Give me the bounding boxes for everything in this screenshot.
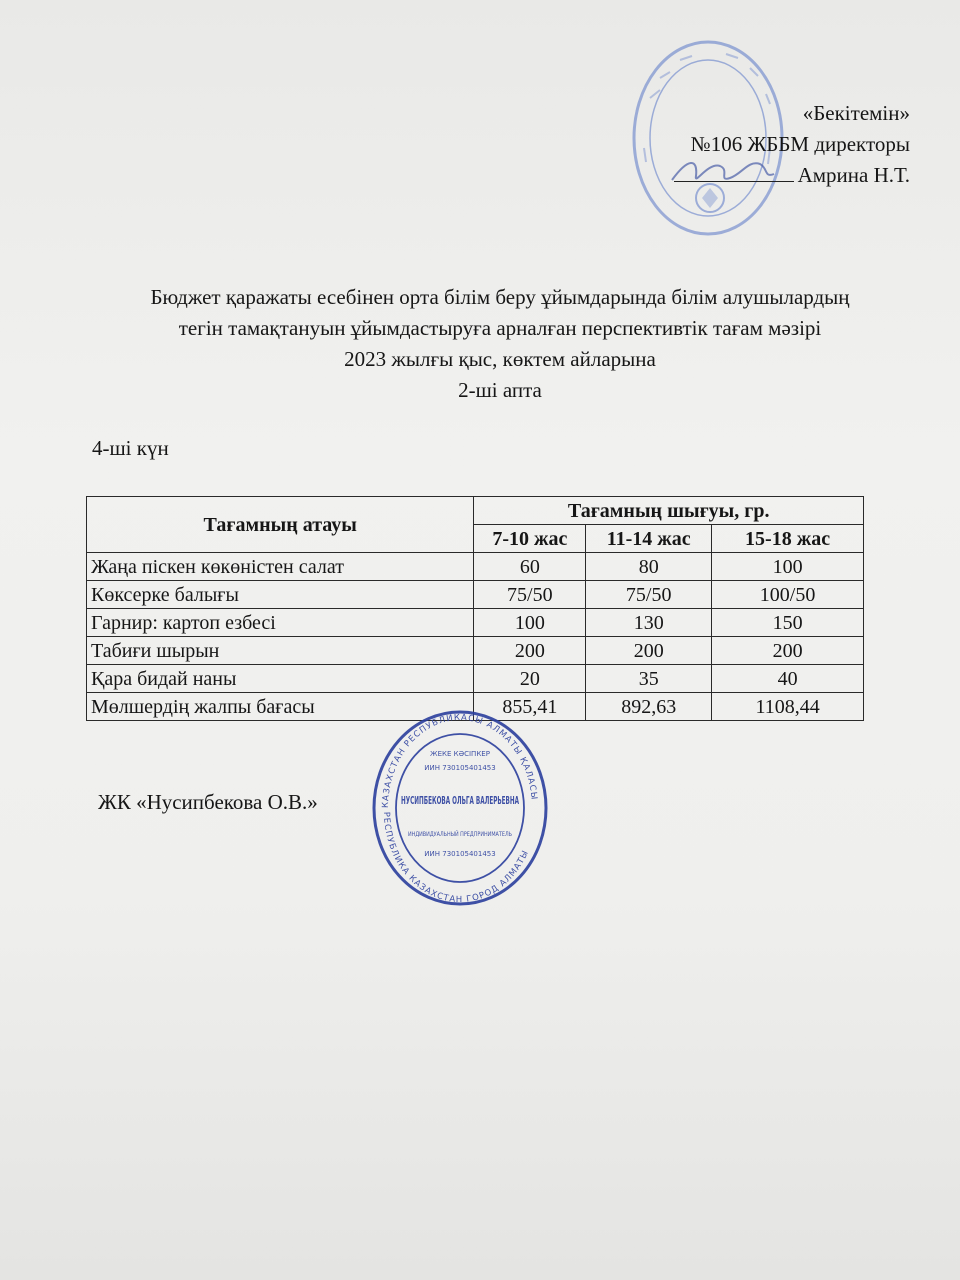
value-11-14: 80 <box>586 553 712 581</box>
approval-signer <box>674 160 910 191</box>
stamp-middle-text: ИНДИВИДУАЛЬНЫЙ ПРЕДПРИНИМАТЕЛЬ <box>408 830 547 838</box>
menu-table <box>86 496 864 721</box>
stamp-name-text: НУСИПБЕКОВА ОЛЬГА ВАЛЕРЬЕВНА <box>401 795 520 807</box>
table-row <box>87 553 864 581</box>
title-line-4: 2-ші апта <box>458 378 542 402</box>
stamp-inn-text-bottom: ИИН 730105401453 <box>424 850 496 858</box>
document-title <box>0 282 960 406</box>
svg-text:КАЗАХСТАН РЕСПУБЛИКАСЫ АЛМАТЫ <box>381 713 539 808</box>
value-7-10: 200 <box>474 637 586 665</box>
dish-name: Гарнир: картоп езбесі <box>87 609 474 637</box>
dish-name: Жаңа піскен көкөністен салат <box>87 553 474 581</box>
value-11-14: 200 <box>586 637 712 665</box>
total-label: Мөлшердің жалпы бағасы <box>87 693 474 721</box>
header-age-7-10: 7-10 жас <box>474 525 586 553</box>
table-row-total <box>87 693 864 721</box>
entrepreneur-stamp-icon <box>370 708 550 908</box>
approval-block <box>674 98 910 191</box>
header-output: Тағамның шығуы, гр. <box>474 497 864 525</box>
dish-name: Көксерке балығы <box>87 581 474 609</box>
stamp-ring-top-text: КАЗАХСТАН РЕСПУБЛИКАСЫ АЛМАТЫ ҚАЛАСЫ <box>380 712 539 809</box>
value-15-18: 200 <box>712 637 864 665</box>
table-row <box>87 581 864 609</box>
value-11-14: 130 <box>586 609 712 637</box>
total-7-10: 855,41 <box>474 693 586 721</box>
stamp-inn-text-top: ИИН 730105401453 <box>424 764 496 772</box>
day-label: 4-ші күн <box>92 436 169 460</box>
approval-position: №106 ЖББМ директоры <box>690 132 910 156</box>
stamp-ring-bottom-text: РЕСПУБЛИКА КАЗАХСТАН ГОРОД АЛМАТЫ <box>380 811 532 906</box>
total-15-18: 1108,44 <box>712 693 864 721</box>
header-dish-name: Тағамның атауы <box>87 497 474 553</box>
title-line-1: Бюджет қаражаты есебінен орта білім беру ұйымдарында білім алушылардың <box>150 285 850 309</box>
value-15-18: 100/50 <box>712 581 864 609</box>
approval-title: «Бекітемін» <box>802 101 910 125</box>
table-row <box>87 609 864 637</box>
header-age-11-14: 11-14 жас <box>586 525 712 553</box>
value-15-18: 150 <box>712 609 864 637</box>
supplier-label: ЖК «Нусипбекова О.В.» <box>98 790 318 814</box>
title-line-3: 2023 жылғы қыс, көктем айларына <box>344 347 656 371</box>
approval-signer-name: Амрина Н.Т. <box>797 163 910 187</box>
value-15-18: 40 <box>712 665 864 693</box>
value-11-14: 35 <box>586 665 712 693</box>
title-line-2: тегін тамақтануын ұйымдастыруға арналған перспективтік тағам мәзірі <box>178 316 822 340</box>
value-15-18: 100 <box>712 553 864 581</box>
stamp-top-text: ЖЕКЕ КӘСІПКЕР <box>430 750 490 758</box>
value-7-10: 75/50 <box>474 581 586 609</box>
table-row <box>87 637 864 665</box>
value-7-10: 20 <box>474 665 586 693</box>
value-7-10: 60 <box>474 553 586 581</box>
table-row <box>87 665 864 693</box>
svg-text:РЕСПУБЛИКА КАЗАХСТАН ГОРОД АЛМ <box>380 811 547 906</box>
value-11-14: 75/50 <box>586 581 712 609</box>
dish-name: Табиғи шырын <box>87 637 474 665</box>
dish-name: Қара бидай наны <box>87 665 474 693</box>
total-11-14: 892,63 <box>586 693 712 721</box>
signature-line <box>674 161 794 182</box>
header-age-15-18: 15-18 жас <box>712 525 864 553</box>
table-header-row <box>87 497 864 525</box>
value-7-10: 100 <box>474 609 586 637</box>
